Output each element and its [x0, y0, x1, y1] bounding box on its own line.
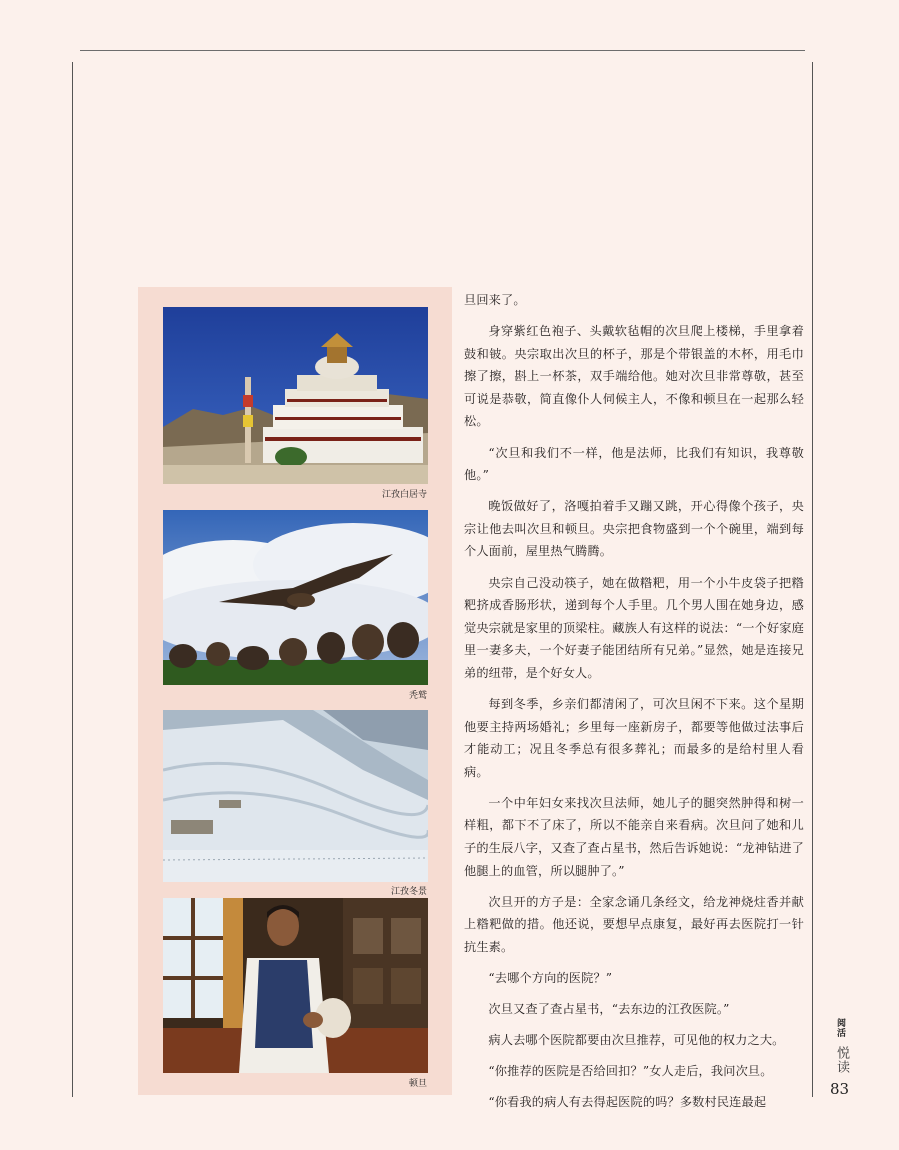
- paragraph: 旦回来了。: [464, 293, 526, 307]
- paragraph: 身穿紫红色袍子、头戴软毡帽的次旦爬上楼梯，手里拿着鼓和铍。央宗取出次旦的杯子，那是个带银盖的木杯，用毛巾擦了擦，斟上一杯茶，双手端给他。她对次旦非常尊敬，甚至可说是恭敬，简直像仆人伺候主人，不像和顿旦在一起那么轻松。: [464, 324, 804, 429]
- photo-caption: 顿旦: [408, 1079, 427, 1089]
- paragraph: 央宗自己没动筷子，她在做糌粑，用一个小牛皮袋子把糌粑挤成香肠形状，递到每个人手里。几个男人围在她身边，感觉央宗就是家里的顶梁柱。藏族人有这样的说法：“一个好家庭里一妻多夫，一个好妻子能团结所有兄弟。”显然，她是连接兄弟的纽带，是个好女人。: [464, 575, 804, 680]
- man-portrait-photo: [163, 898, 428, 1073]
- article-body: [464, 289, 804, 1123]
- vulture-photo: [163, 510, 428, 685]
- photo-caption: 江孜冬景: [390, 887, 427, 897]
- paragraph: “次旦和我们不一样，他是法师，比我们有知识，我尊敬他。”: [464, 445, 804, 483]
- paragraph: 每到冬季，乡亲们都清闲了，可次旦闲不下来。这个星期他要主持两场婚礼；乡里每一座新房子，都要等他做过法事后才能动工；况且冬季总有很多葬礼；而最多的是给村里人看病。: [464, 697, 804, 779]
- section-sub-label: 悦读: [834, 1046, 849, 1074]
- top-rule: [80, 50, 805, 51]
- paragraph: 一个中年妇女来找次旦法师，她儿子的腿突然肿得和树一样粗，都下不了床了，所以不能亲自来看病。次旦问了她和儿子的生辰八字，又查了查占星书，然后告诉她说：“龙神钻进了他腿上的血管，所以腿肿了。”: [464, 795, 804, 878]
- paragraph: 次旦又查了查占星书，“去东边的江孜医院。”: [488, 1002, 730, 1017]
- photo-caption: 秃鹫: [408, 691, 427, 701]
- photo-panel: [138, 287, 452, 1095]
- section-label: 阅活: [835, 1018, 845, 1038]
- paragraph: “去哪个方向的医院？”: [488, 971, 613, 986]
- paragraph: 晚饭做好了，洛嘎拍着手又蹦又跳，开心得像个孩子，央宗让他去叫次旦和顿旦。央宗把食物盛到一个个碗里，端到每个人面前，屋里热气腾腾。: [464, 499, 804, 559]
- left-rule: [72, 62, 73, 1097]
- paragraph: 次旦开的方子是：全家念诵几条经文，给龙神烧炷香并献上糌粑做的措。他还说，要想早点康复，最好再去医院打一针抗生素。: [464, 894, 804, 954]
- right-rule: [812, 62, 813, 1097]
- temple-photo: [163, 307, 428, 484]
- paragraph: 病人去哪个医院都要由次旦推荐，可见他的权力之大。: [488, 1033, 785, 1048]
- page-number: 83: [830, 1080, 850, 1098]
- snow-landscape-photo: [163, 710, 428, 882]
- paragraph: “你推荐的医院是否给回扣？”女人走后，我问次旦。: [488, 1064, 773, 1079]
- paragraph: “你看我的病人有去得起医院的吗？多数村民连最起: [488, 1095, 767, 1110]
- photo-caption: 江孜白居寺: [381, 490, 427, 500]
